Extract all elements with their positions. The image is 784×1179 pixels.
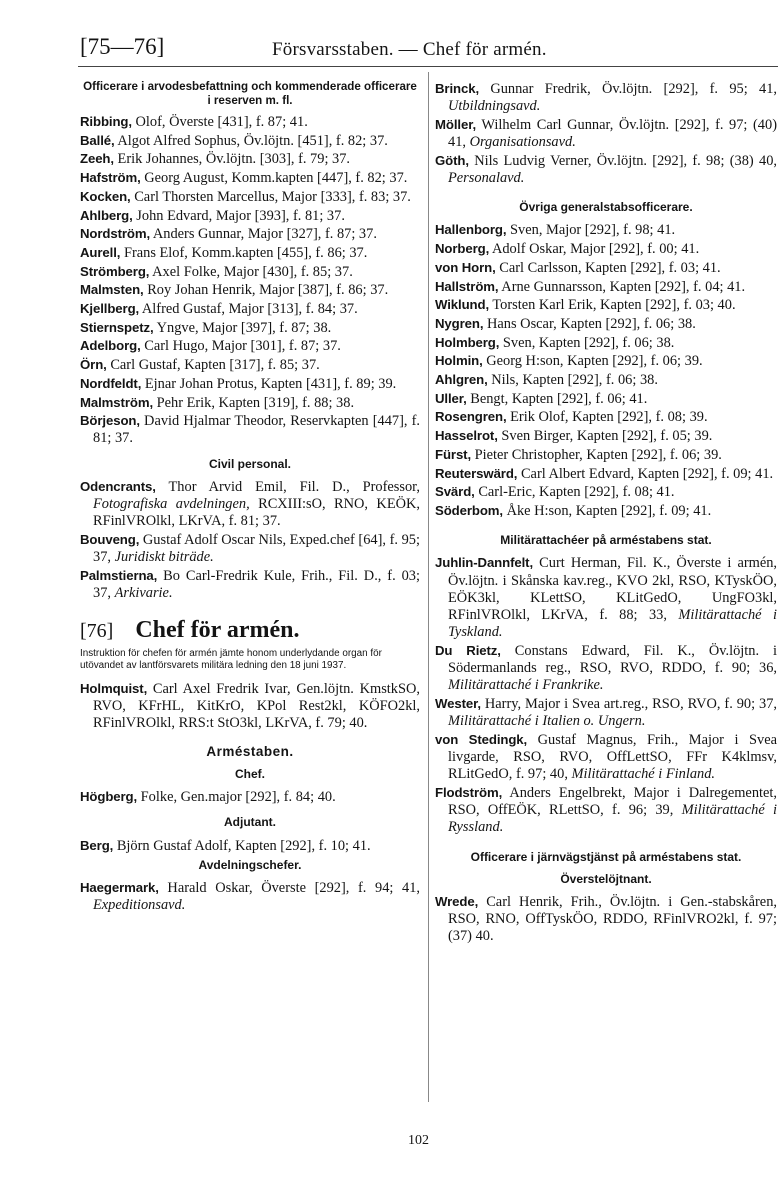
- entry: [435, 221, 777, 239]
- entry-text: Hans Oscar, Kapten [292], f. 06; 38.: [483, 315, 696, 332]
- entry-name: Berg,: [80, 837, 114, 853]
- entry: [435, 390, 777, 408]
- entry-text: Georg August, Komm.kapten [447], f. 82; 37.: [140, 170, 408, 187]
- entry-name: Nygren,: [435, 315, 484, 331]
- entry: [80, 113, 420, 131]
- entry: [435, 446, 777, 464]
- entry: [435, 334, 777, 352]
- attache-list: [435, 554, 777, 836]
- entry-name: Malmsten,: [80, 282, 144, 298]
- entry: [435, 731, 777, 784]
- entry: [435, 784, 777, 837]
- entry: [80, 244, 420, 262]
- entry-text: Georg H:son, Kapten [292], f. 06; 39.: [482, 353, 703, 370]
- entry: [435, 371, 777, 389]
- entry: [80, 356, 420, 374]
- entry-name: Fürst,: [435, 446, 472, 462]
- entry-name: Malmström,: [80, 394, 154, 410]
- entry-text: Carl Henrik, Frih., Öv.löjtn. i Gen.-stabskåren, RSO, RNO, OffTyskÖO, RDDO, RFinlVRO2kl, f. 97; (37) 40.: [448, 894, 777, 945]
- entry-text: Constans Edward, Fil. K., Öv.löjtn. i Södermanlands reg., RSO, RVO, RDDO, f. 90; 36,: [448, 642, 778, 677]
- entry-text: Bengt, Kapten [292], f. 06; 41.: [466, 390, 648, 407]
- entry-name: Adelborg,: [80, 338, 141, 354]
- entry: [435, 259, 777, 277]
- entry: [435, 116, 777, 151]
- entry-role: Juridiskt biträde.: [114, 549, 214, 566]
- entry-name: Nordström,: [80, 226, 151, 242]
- entry-text: Axel Folke, Major [430], f. 85; 37.: [149, 263, 353, 280]
- entry-text: Carl Carlsson, Kapten [292], f. 03; 41.: [495, 259, 721, 276]
- entry-text: Gustaf Magnus, Frih., Major i Svea livgarde, RSO, RVO, OffLettSO, FFr K4klmsv, RLitGedO, f. 97; 40,: [448, 731, 777, 783]
- entry-name: Göth,: [435, 152, 469, 168]
- entry-role: Organisationsavd.: [469, 134, 576, 151]
- entry-text: Olof, Överste [431], f. 87; 41.: [131, 114, 308, 130]
- entry-role: Fotografiska avdelningen,: [93, 496, 250, 513]
- entry-role: Militärattaché i Tyskland.: [448, 606, 777, 641]
- entry: [80, 263, 420, 281]
- entry-text: Sven, Kapten [292], f. 06; 38.: [499, 334, 675, 351]
- entry-name: Wrede,: [435, 894, 479, 910]
- section-heading: Övriga generalstabsofficerare.: [519, 200, 693, 215]
- entry-text-end: RCXIII:sO, RNO, KEÖK, RFinlVROlkl, LKrVA, f. 81; 37.: [93, 496, 420, 530]
- entry: [80, 412, 420, 447]
- overste-entry: [435, 893, 777, 946]
- entry-text: Anders Engelbrekt, Major i Dalregementet, RSO, OffEÖK, RLettSO, f. 96; 39,: [448, 785, 777, 819]
- entry: [435, 278, 777, 296]
- chief-entry: [80, 680, 420, 733]
- entry-name: Rosengren,: [435, 409, 507, 425]
- entry-text: Carl Gustaf, Kapten [317], f. 85; 37.: [106, 357, 320, 374]
- entry-name: Ballé,: [80, 132, 115, 148]
- entry-role: Militärattaché i Frankrike.: [448, 677, 604, 694]
- entry-text: Gunnar Fredrik, Öv.löjtn. [292], f. 95; 41,: [479, 81, 777, 97]
- entry: [435, 315, 777, 333]
- entry-text: Bo Carl-Fredrik Kule, Frih., Fil. D., f. 03; 37,: [93, 567, 420, 602]
- entry: [80, 169, 420, 187]
- entry-role: Utbildningsavd.: [448, 98, 541, 115]
- entry: [80, 300, 420, 318]
- subsection-heading: Avdelningschefer.: [198, 857, 302, 872]
- chapter-heading: [80, 617, 420, 644]
- entry: [80, 375, 420, 393]
- entry-name: Bouveng,: [80, 531, 140, 547]
- entry: [80, 150, 420, 168]
- entry-name: Högberg,: [80, 789, 138, 805]
- entry-text: Carl-Eric, Kapten [292], f. 08; 41.: [474, 484, 675, 501]
- entry-text: Algot Alfred Sophus, Öv.löjtn. [451], f. 82; 37.: [114, 132, 388, 149]
- entry-name: Holmquist,: [80, 681, 148, 697]
- entry-name: Reuterswärd,: [435, 465, 518, 481]
- entry-text: Sven Birger, Kapten [292], f. 05; 39.: [497, 428, 713, 445]
- section-heading: Militärattachéer på arméstabens stat.: [500, 533, 712, 548]
- entry-text: Alfred Gustaf, Major [313], f. 84; 37.: [139, 301, 358, 318]
- entry-text: Carl Axel Fredrik Ivar, Gen.löjtn. KmstkSO, RVO, KFrHL, KitKrO, KPol Rest2kl, KÖFO2kl, RFinlVROlkl, RRS:t StO3kl, LKrVA, f. 79; 40.: [93, 681, 420, 732]
- entry: [435, 427, 777, 445]
- entry-name: Söderbom,: [435, 502, 503, 518]
- avd-entry: [80, 879, 420, 914]
- entry-text: Yngve, Major [397], f. 87; 38.: [153, 319, 332, 336]
- entry-name: von Stedingk,: [435, 731, 528, 747]
- chef-entry: [80, 788, 420, 806]
- entry-name: Svärd,: [435, 484, 475, 500]
- entry-name: Strömberg,: [80, 263, 150, 279]
- entry: [435, 80, 777, 115]
- entry-role: Militärattaché i Italien o. Ungern.: [448, 713, 646, 730]
- chapter-title: Chef för armén.: [135, 617, 300, 644]
- entry: [80, 188, 420, 206]
- entry-text: Åke H:son, Kapten [292], f. 09; 41.: [502, 502, 712, 519]
- entry-text: Arne Gunnarsson, Kapten [292], f. 04; 41.: [498, 278, 746, 295]
- entry-text: Pehr Erik, Kapten [319], f. 88; 38.: [153, 394, 355, 411]
- entry-text: Carl Albert Edvard, Kapten [292], f. 09; 41.: [517, 465, 774, 482]
- entry-text: Torsten Karl Erik, Kapten [292], f. 03; 40.: [489, 297, 736, 314]
- entry-text: Erik Olof, Kapten [292], f. 08; 39.: [506, 409, 708, 426]
- section-heading: Arméstaben.: [206, 743, 294, 759]
- entry-name: Kjellberg,: [80, 301, 140, 317]
- entry-name: Haegermark,: [80, 879, 159, 895]
- entry-text: David Hjalmar Theodor, Reservkapten [447], f. 81; 37.: [93, 413, 420, 447]
- entry-text: Wilhelm Carl Gunnar, Öv.löjtn. [292], f. 97; (40) 41,: [448, 116, 777, 151]
- entry-name: Juhlin-Dannfelt,: [435, 555, 534, 571]
- entry: [80, 531, 420, 566]
- subsection-heading: Chef.: [235, 766, 265, 781]
- entry-name: Brinck,: [435, 81, 480, 96]
- entry-text: Gustaf Adolf Oscar Nils, Exped.chef [64], f. 95; 37,: [93, 531, 420, 566]
- entry-role: Personalavd.: [448, 170, 525, 187]
- entry-text: Thor Arvid Emil, Fil. D., Professor,: [155, 478, 420, 495]
- officer-list: [80, 113, 420, 448]
- entry-name: Kocken,: [80, 188, 131, 204]
- entry-name: Odencrants,: [80, 478, 156, 494]
- subsection-heading: Adjutant.: [224, 815, 276, 830]
- entry-text: Björn Gustaf Adolf, Kapten [292], f. 10; 41.: [113, 837, 371, 854]
- header-rule: [78, 66, 778, 67]
- entry: [435, 352, 777, 370]
- entry-name: Ahlgren,: [435, 372, 488, 388]
- entry-name: Örn,: [80, 357, 107, 373]
- entry-name: Uller,: [435, 390, 467, 406]
- entry-text: Nils Ludvig Verner, Öv.löjtn. [292], f. 98; (38) 40,: [468, 152, 777, 169]
- entry-name: Nordfeldt,: [80, 375, 142, 391]
- entry-name: Flodström,: [435, 785, 503, 801]
- entry-role: Militärattaché i Ryssland.: [448, 802, 777, 836]
- entry: [80, 567, 420, 602]
- right-column: [435, 80, 777, 946]
- entry: [80, 337, 420, 355]
- entry: [435, 695, 777, 730]
- entry-role: Expeditionsavd.: [93, 897, 186, 914]
- entry-name: Möller,: [435, 116, 477, 132]
- entry: [80, 132, 420, 150]
- entry-name: Aurell,: [80, 244, 121, 260]
- subsection-heading: Överstelöjtnant.: [560, 871, 652, 886]
- entry-role: Arkivarie.: [114, 585, 173, 602]
- column-divider: [428, 72, 429, 1102]
- entry: [80, 394, 420, 412]
- section-heading: Civil personal.: [208, 456, 292, 471]
- entry-name: Börjeson,: [80, 413, 140, 429]
- entry-text: Sven, Major [292], f. 98; 41.: [506, 222, 676, 239]
- entry-text: Carl Thorsten Marcellus, Major [333], f. 83; 37.: [130, 188, 411, 205]
- entry-name: Palmstierna,: [80, 567, 158, 583]
- running-title: Försvarsstaben. — Chef för armén.: [272, 39, 547, 60]
- entry-name: Du Rietz,: [435, 642, 501, 658]
- adjutant-entry: [80, 837, 420, 855]
- entry-text: Curt Herman, Fil. K., Överste i armén, Öv.löjtn. i Skånska kav.reg., KVO 2kl, RSO, KTyskÖO, EÖK3kl, KLettSO, KLitGedO, UngFO3kl, RFinlVROlkl, LKrVA, f. 88; 33,: [448, 555, 777, 623]
- avd-list: [435, 80, 777, 187]
- entry: [435, 152, 777, 187]
- entry: [80, 225, 420, 243]
- entry-name: Hallenborg,: [435, 222, 507, 238]
- entry: [435, 502, 777, 520]
- entry: [80, 478, 420, 531]
- entry-name: Hallström,: [435, 278, 499, 294]
- entry-name: Wester,: [435, 696, 481, 711]
- entry: [80, 319, 420, 337]
- entry-text: Anders Gunnar, Major [327], f. 87; 37.: [150, 226, 377, 243]
- entry-name: Wiklund,: [435, 297, 490, 313]
- entry-text: Carl Hugo, Major [301], f. 87; 37.: [140, 338, 341, 355]
- entry-text: Frans Elof, Komm.kapten [455], f. 86; 37.: [120, 244, 368, 261]
- entry-text: Folke, Gen.major [292], f. 84; 40.: [137, 789, 336, 806]
- entry: [80, 207, 420, 225]
- section-heading: Officerare i järnvägstjänst på arméstabens stat.: [470, 849, 742, 864]
- left-column: [80, 80, 420, 915]
- entry: [435, 642, 777, 695]
- instruction-note: Instruktion för chefen för armén jämte honom underlydande organ för utövandet av lantförsvarets militära ledning den 18 juni 1937.: [80, 648, 382, 672]
- entry: [435, 465, 777, 483]
- entry: [435, 408, 777, 426]
- entry-name: von Horn,: [435, 259, 496, 275]
- entry-name: Norberg,: [435, 241, 490, 257]
- entry-text: Ejnar Johan Protus, Kapten [431], f. 89; 39.: [141, 375, 397, 392]
- entry-text: Harry, Major i Svea art.reg., RSO, RVO, f. 90; 37,: [480, 696, 777, 712]
- page-number: 102: [408, 1133, 429, 1148]
- entry-text: Harald Oskar, Överste [292], f. 94; 41,: [158, 879, 420, 896]
- entry-name: Zeeh,: [80, 151, 114, 167]
- entry-text: Pieter Christopher, Kapten [292], f. 06; 39.: [471, 446, 722, 463]
- civil-list: [80, 478, 420, 602]
- page-header: [80, 34, 780, 64]
- entry-name: Hasselrot,: [435, 428, 498, 444]
- entry-role: Militärattaché i Finland.: [571, 766, 716, 783]
- section-heading: Officerare i arvodesbefattning och kommenderade officerare i reserven m. fl.: [83, 80, 417, 107]
- entry: [435, 554, 777, 641]
- entry: [435, 296, 777, 314]
- entry-name: Ahlberg,: [80, 207, 133, 223]
- entry-text: John Edvard, Major [393], f. 81; 37.: [132, 207, 345, 224]
- entry: [435, 240, 777, 258]
- entry-name: Stiernspetz,: [80, 319, 154, 335]
- entry-name: Ribbing,: [80, 114, 132, 129]
- entry-text: Nils, Kapten [292], f. 06; 38.: [487, 372, 658, 389]
- chapter-number: [76]: [80, 620, 114, 643]
- ovriga-list: [435, 221, 777, 520]
- entry-name: Holmin,: [435, 353, 483, 369]
- entry-text: Adolf Oskar, Major [292], f. 00; 41.: [489, 241, 700, 258]
- page-range: [75—76]: [80, 34, 165, 59]
- entry-text: Roy Johan Henrik, Major [387], f. 86; 37.: [143, 282, 389, 299]
- entry-text: Erik Johannes, Öv.löjtn. [303], f. 79; 37.: [113, 151, 351, 168]
- entry-name: Hafström,: [80, 170, 141, 186]
- entry-name: Holmberg,: [435, 334, 500, 350]
- entry: [435, 483, 777, 501]
- entry: [80, 281, 420, 299]
